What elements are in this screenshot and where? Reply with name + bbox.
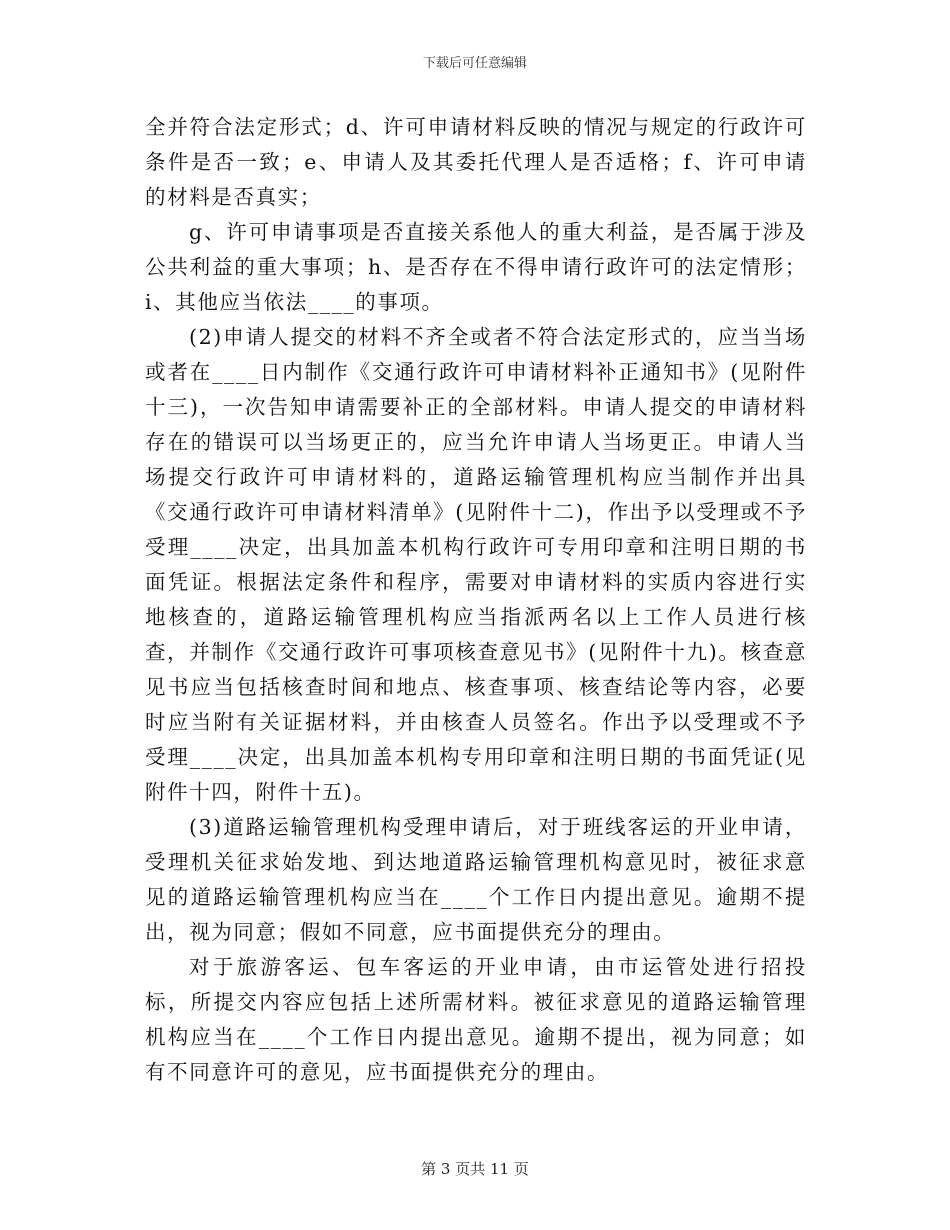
paragraph-4: (3)道路运输管理机构受理申请后，对于班线客运的开业申请，受理机关征求始发地、到达地道路运输管理机构意见时，被征求意见的道路运输管理机构应当在____个工作日内提出意见。逾期不提出，视为同意；假如不同意，应书面提供充分的理由。	[145, 815, 807, 944]
page-number-footer: 第 3 页共 11 页	[421, 1160, 529, 1178]
document-body	[145, 110, 807, 1090]
paragraph-5: 对于旅游客运、包车客运的开业申请，由市运管处进行招投标，所提交内容应包括上述所需材料。被征求意见的道路运输管理机构应当在____个工作日内提出意见。逾期不提出，视为同意；如有不同意许可的意见，应书面提供充分的理由。	[145, 955, 807, 1084]
paragraph-3: (2)申请人提交的材料不齐全或者不符合法定形式的，应当当场或者在____日内制作《交通行政许可申请材料补正通知书》(见附件十三)，一次告知申请需要补正的全部材料。申请人提交的申请材料存在的错误可以当场更正的，应当允许申请人当场更正。申请人当场提交行政许可申请材料的，道路运输管理机构应当制作并出具《交通行政许可申请材料清单》(见附件十二)，作出予以受理或不予受理____决定，出具加盖本机构行政许可专用印章和注明日期的书面凭证。根据法定条件和程序，需要对申请材料的实质内容进行实地核查的，道路运输管理机构应当指派两名以上工作人员进行核查，并制作《交通行政许可事项核查意见书》(见附件十九)。核查意见书应当包括核查时间和地点、核查事项、核查结论等内容，必要时应当附有关证据材料，并由核查人员签名。作出予以受理或不予受理____决定，出具加盖本机构专用印章和注明日期的书面凭证(见附件十四，附件十五)。	[145, 325, 807, 804]
paragraph-1: 全并符合法定形式；d、许可申请材料反映的情况与规定的行政许可条件是否一致；e、申请人及其委托代理人是否适格；f、许可申请的材料是否真实；	[145, 115, 807, 209]
paragraph-2: g、许可申请事项是否直接关系他人的重大利益，是否属于涉及公共利益的重大事项；h、是否存在不得申请行政许可的法定情形；i、其他应当依法____的事项。	[145, 220, 807, 314]
page-header: 下载后可任意编辑	[422, 56, 527, 71]
